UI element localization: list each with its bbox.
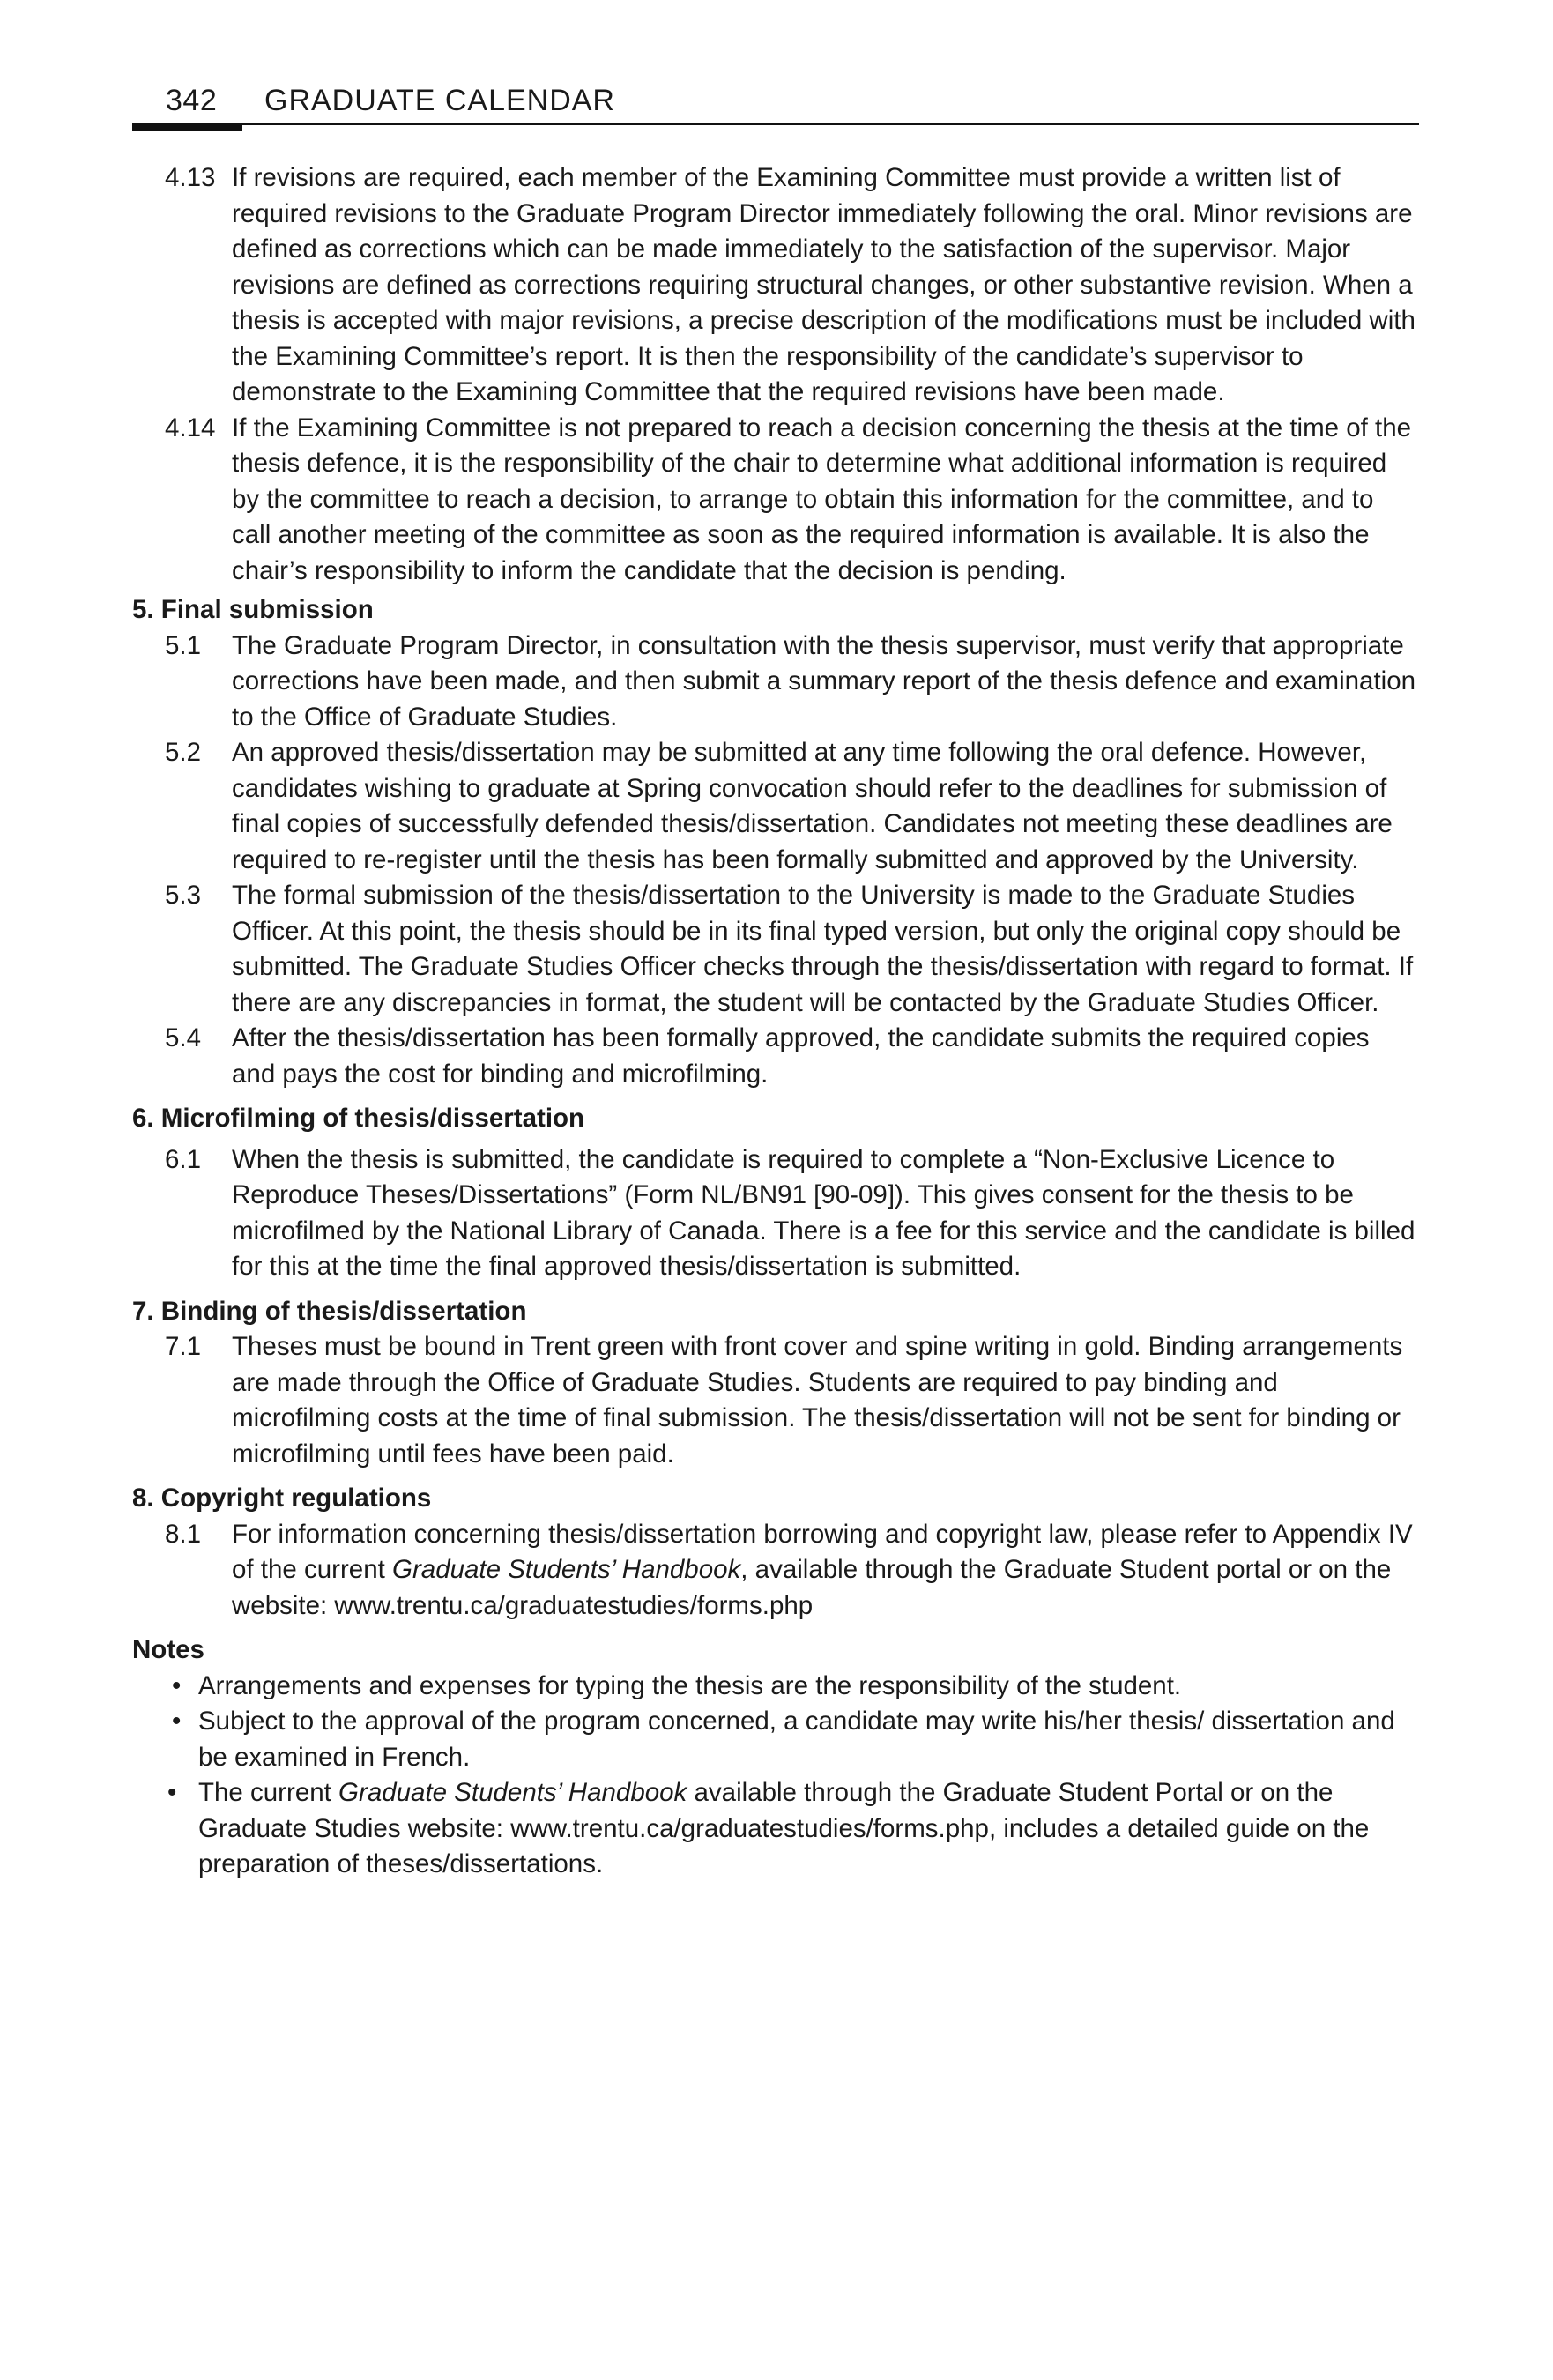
clause-text: An approved thesis/dissertation may be submitted at any time following the oral defence. However, candidates wishing to graduate at Spring convocation should refer to the deadlines for submission of final copies of successfully defended thesis/dissertation. Candidates not meeting these deadlines are required to re-register until the thesis has been formally submitted and approved by the University. bbox=[232, 738, 1393, 874]
clause-8-1 bbox=[132, 1517, 1419, 1625]
handbook-title: Graduate Students’ Handbook bbox=[338, 1778, 687, 1807]
note-text bbox=[198, 1778, 1369, 1878]
clause-number: 4.13 bbox=[165, 163, 216, 192]
clause-text: The formal submission of the thesis/dissertation to the University is made to the Graduate Studies Officer. At this point, the thesis should be in its final typed version, but only the original copy should be submitted. The Graduate Studies Officer checks through the thesis/dissertation with regard to format. If there are any discrepancies in format, the student will be contacted by the Graduate Studies Officer. bbox=[232, 881, 1414, 1017]
bullet-marker: • bbox=[172, 1670, 182, 1700]
note-text-before: The current bbox=[198, 1778, 339, 1807]
clause-number: 5.1 bbox=[165, 630, 202, 660]
clause-5-3 bbox=[132, 878, 1419, 1021]
note-bullet-3 bbox=[132, 1775, 1419, 1883]
handbook-title: Graduate Students’ Handbook bbox=[392, 1555, 741, 1584]
clause-number: 5.2 bbox=[165, 738, 202, 767]
clause-number: 6.1 bbox=[165, 1144, 202, 1174]
clause-5-2 bbox=[132, 735, 1419, 878]
clause-4-14 bbox=[132, 411, 1419, 590]
clause-number: 4.14 bbox=[165, 413, 216, 443]
note-text: Subject to the approval of the program concerned, a candidate may write his/her thesis/ dissertation and be examined in French. bbox=[198, 1707, 1395, 1772]
copyright-text-after: , available through the Graduate Student portal or on the website: www.trentu.ca/graduatestudies/forms.php bbox=[232, 1555, 1392, 1620]
clause-number: 7.1 bbox=[165, 1332, 202, 1361]
page-number: 342 bbox=[166, 84, 218, 117]
clause-text bbox=[232, 1517, 1419, 1625]
clause-text: The Graduate Program Director, in consultation with the thesis supervisor, must verify that appropriate corrections have been made, and then submit a summary report of the thesis defence and examination to the Office of Graduate Studies. bbox=[232, 630, 1416, 732]
clause-4-13 bbox=[132, 160, 1419, 411]
clause-text: Theses must be bound in Trent green with front cover and spine writing in gold. Binding arrangements are made through the Office of Graduate Studies. Students are required to pay binding and microfilming costs at the time of final submission. The thesis/dissertation will not be sent for binding or microfilming until fees have been paid. bbox=[232, 1332, 1403, 1469]
heading-copyright: 8. Copyright regulations bbox=[132, 1484, 432, 1513]
heading-notes: Notes bbox=[132, 1635, 204, 1664]
clause-text: If the Examining Committee is not prepared to reach a decision concerning the thesis at the time of the thesis defence, it is the responsibility of the chair to determine what additional information is required by the committee to reach a decision, to arrange to obtain this information for the committee, and to call another meeting of the committee as soon as the required information is available. It is also the chair’s responsibility to inform the candidate that the decision is pending. bbox=[232, 413, 1412, 585]
header-rule bbox=[132, 123, 1419, 125]
heading-microfilming: 6. Microfilming of thesis/dissertation bbox=[132, 1104, 585, 1133]
page-body bbox=[132, 160, 1419, 1883]
clause-text: If revisions are required, each member of the Examining Committee must provide a written list of required revisions to the Graduate Program Director immediately following the oral. Minor revisions are defined as corrections which can be made immediately to the satisfaction of the supervisor. Major revisions are defined as corrections requiring structural changes, or other substantive revision. When a thesis is accepted with major revisions, a precise description of the modifications must be included with the Examining Committee’s report. It is then the responsibility of the candidate’s supervisor to demonstrate to the Examining Committee that the required revisions have been made. bbox=[232, 163, 1416, 406]
header-rule-tab bbox=[132, 123, 242, 131]
clause-text: When the thesis is submitted, the candidate is required to complete a “Non-Exclusive Licence to Reproduce Theses/Dissertations” (Form NL/BN91 [90-09]). This gives consent for the thesis to be microfilmed by the National Library of Canada. There is a fee for this service and the candidate is billed for this at the time the final approved thesis/dissertation is submitted. bbox=[232, 1144, 1416, 1281]
clause-number: 8.1 bbox=[165, 1519, 202, 1549]
note-bullet-1 bbox=[132, 1669, 1419, 1705]
clause-number: 5.3 bbox=[165, 881, 202, 910]
bullet-marker: • bbox=[167, 1778, 177, 1807]
clause-text: After the thesis/dissertation has been formally approved, the candidate submits the required copies and pays the cost for binding and microfilming. bbox=[232, 1023, 1370, 1089]
clause-6-1 bbox=[132, 1142, 1419, 1285]
heading-final-submission: 5. Final submission bbox=[132, 595, 374, 624]
note-bullet-2 bbox=[132, 1704, 1419, 1775]
bullet-marker: • bbox=[172, 1707, 182, 1736]
heading-binding: 7. Binding of thesis/dissertation bbox=[132, 1296, 527, 1326]
note-text: Arrangements and expenses for typing the thesis are the responsibility of the student. bbox=[198, 1670, 1182, 1700]
copyright-text-before: For information concerning thesis/dissertation borrowing and copyright law, please refer to Appendix IV of the current bbox=[232, 1519, 1413, 1584]
clause-7-1 bbox=[132, 1329, 1419, 1472]
clause-5-1 bbox=[132, 628, 1419, 736]
page-header bbox=[132, 84, 1419, 126]
clause-number: 5.4 bbox=[165, 1023, 202, 1052]
running-title: GRADUATE CALENDAR bbox=[264, 84, 615, 117]
clause-5-4 bbox=[132, 1021, 1419, 1092]
note-text-after: available through the Graduate Student Portal or on the Graduate Studies website: www.trentu.ca/graduatestudies/forms.php, includes a detailed guide on the preparation of theses/dissertations. bbox=[198, 1778, 1370, 1878]
